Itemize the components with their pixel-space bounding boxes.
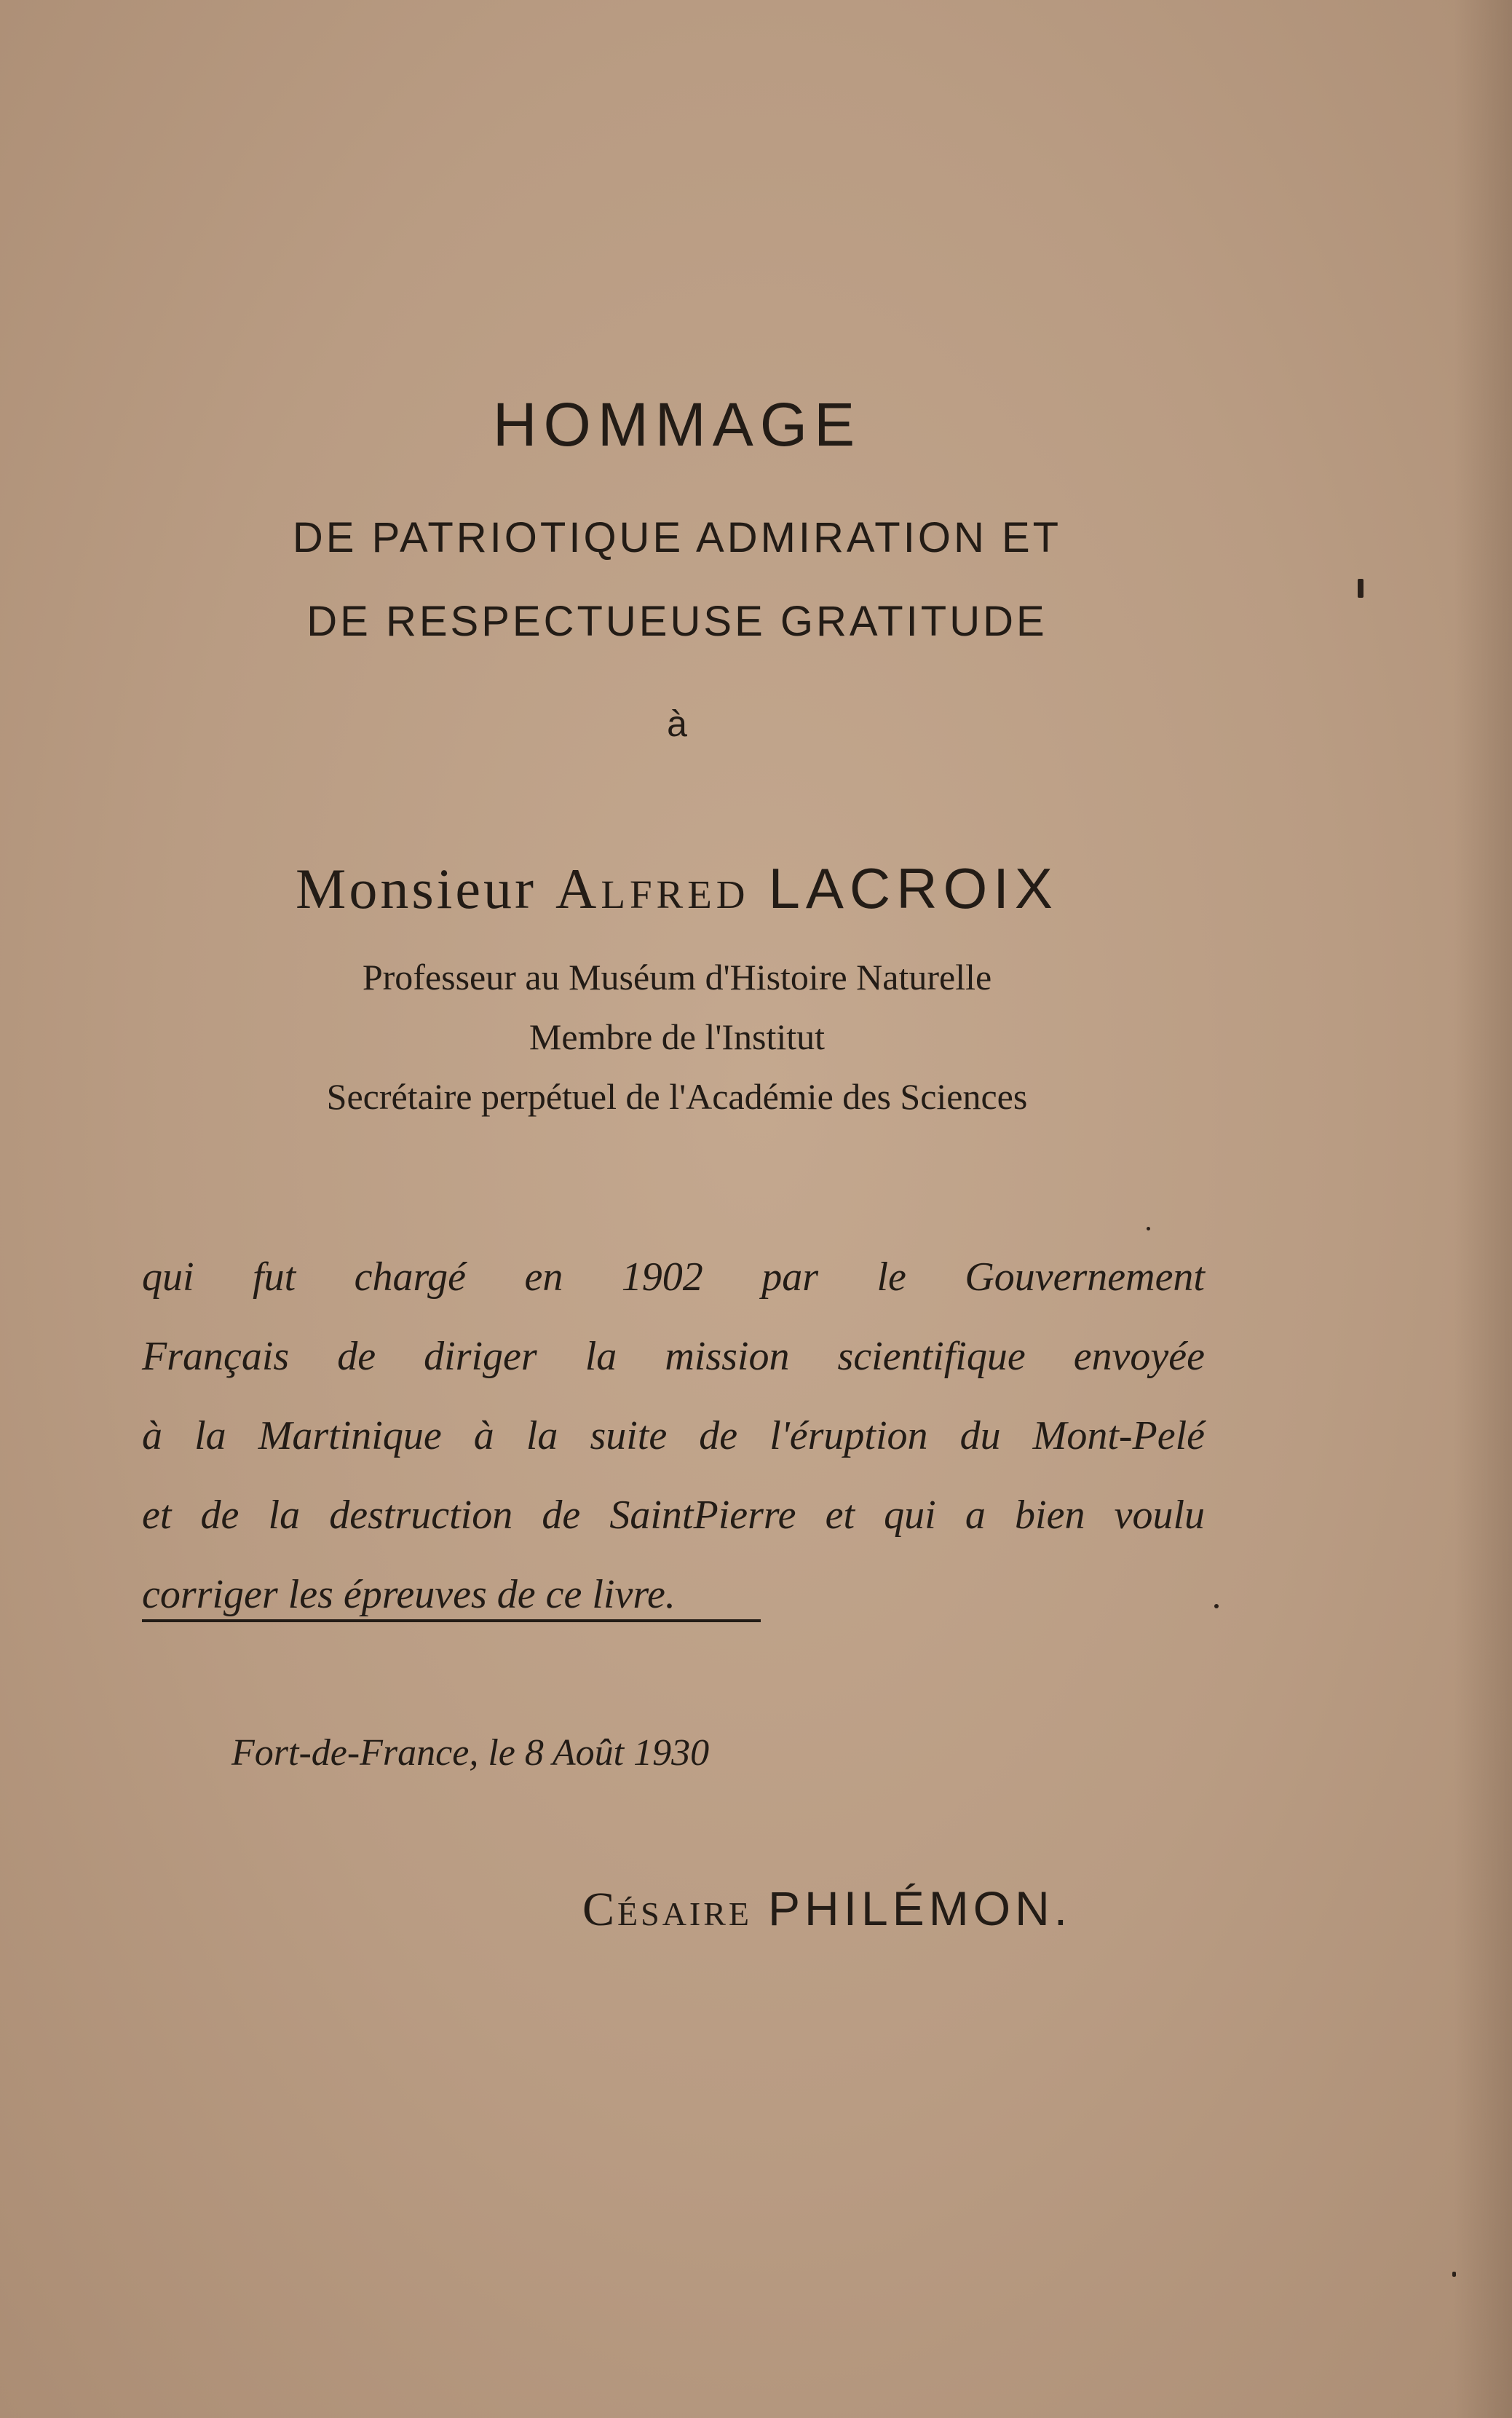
dedication-line-1: DE PATRIOTIQUE ADMIRATION ET [292,514,1062,561]
signature-first-name: Césaire [582,1883,753,1936]
signature [582,1881,1072,1937]
place-date: Fort-de-France, le 8 Août 1930 [231,1732,710,1774]
body-line-2: Français de diriger la mission scientifique envoyée [142,1334,1205,1379]
dedication-body [142,1238,1205,1635]
honoree-last-name: LACROIX [768,856,1058,920]
honoree-title-1: Professeur au Muséum d'Histoire Naturelle [362,957,992,997]
honoree-title-2: Membre de l'Institut [529,1016,826,1057]
paper-speck [1358,579,1363,598]
honoree-first-name: Alfred [555,857,750,920]
honoree-salutation: Monsieur [296,857,537,920]
paper-speck [1214,1604,1219,1608]
honoree-name [0,856,1354,922]
body-line-4: et de la destruction de SaintPierre et qui a bien voulu [142,1493,1205,1538]
signature-last-name: PHILÉMON. [768,1881,1072,1935]
underline-rule [142,1619,761,1622]
paper-speck [1452,2272,1456,2277]
body-line-5: corriger les épreuves de ce livre. [142,1572,676,1617]
paper-speck [1147,1227,1150,1230]
body-line-3: à la Martinique à la suite de l'éruption du Mont-Pelé [142,1413,1205,1458]
body-line-1: qui fut chargé en 1902 par le Gouvernement [142,1255,1205,1300]
dedication-line-2: DE RESPECTUEUSE GRATITUDE [306,598,1048,645]
dedication-to: à [667,703,687,744]
page-title: HOMMAGE [492,390,862,459]
honoree-title-3: Secrétaire perpétuel de l'Académie des Sciences [326,1076,1028,1117]
